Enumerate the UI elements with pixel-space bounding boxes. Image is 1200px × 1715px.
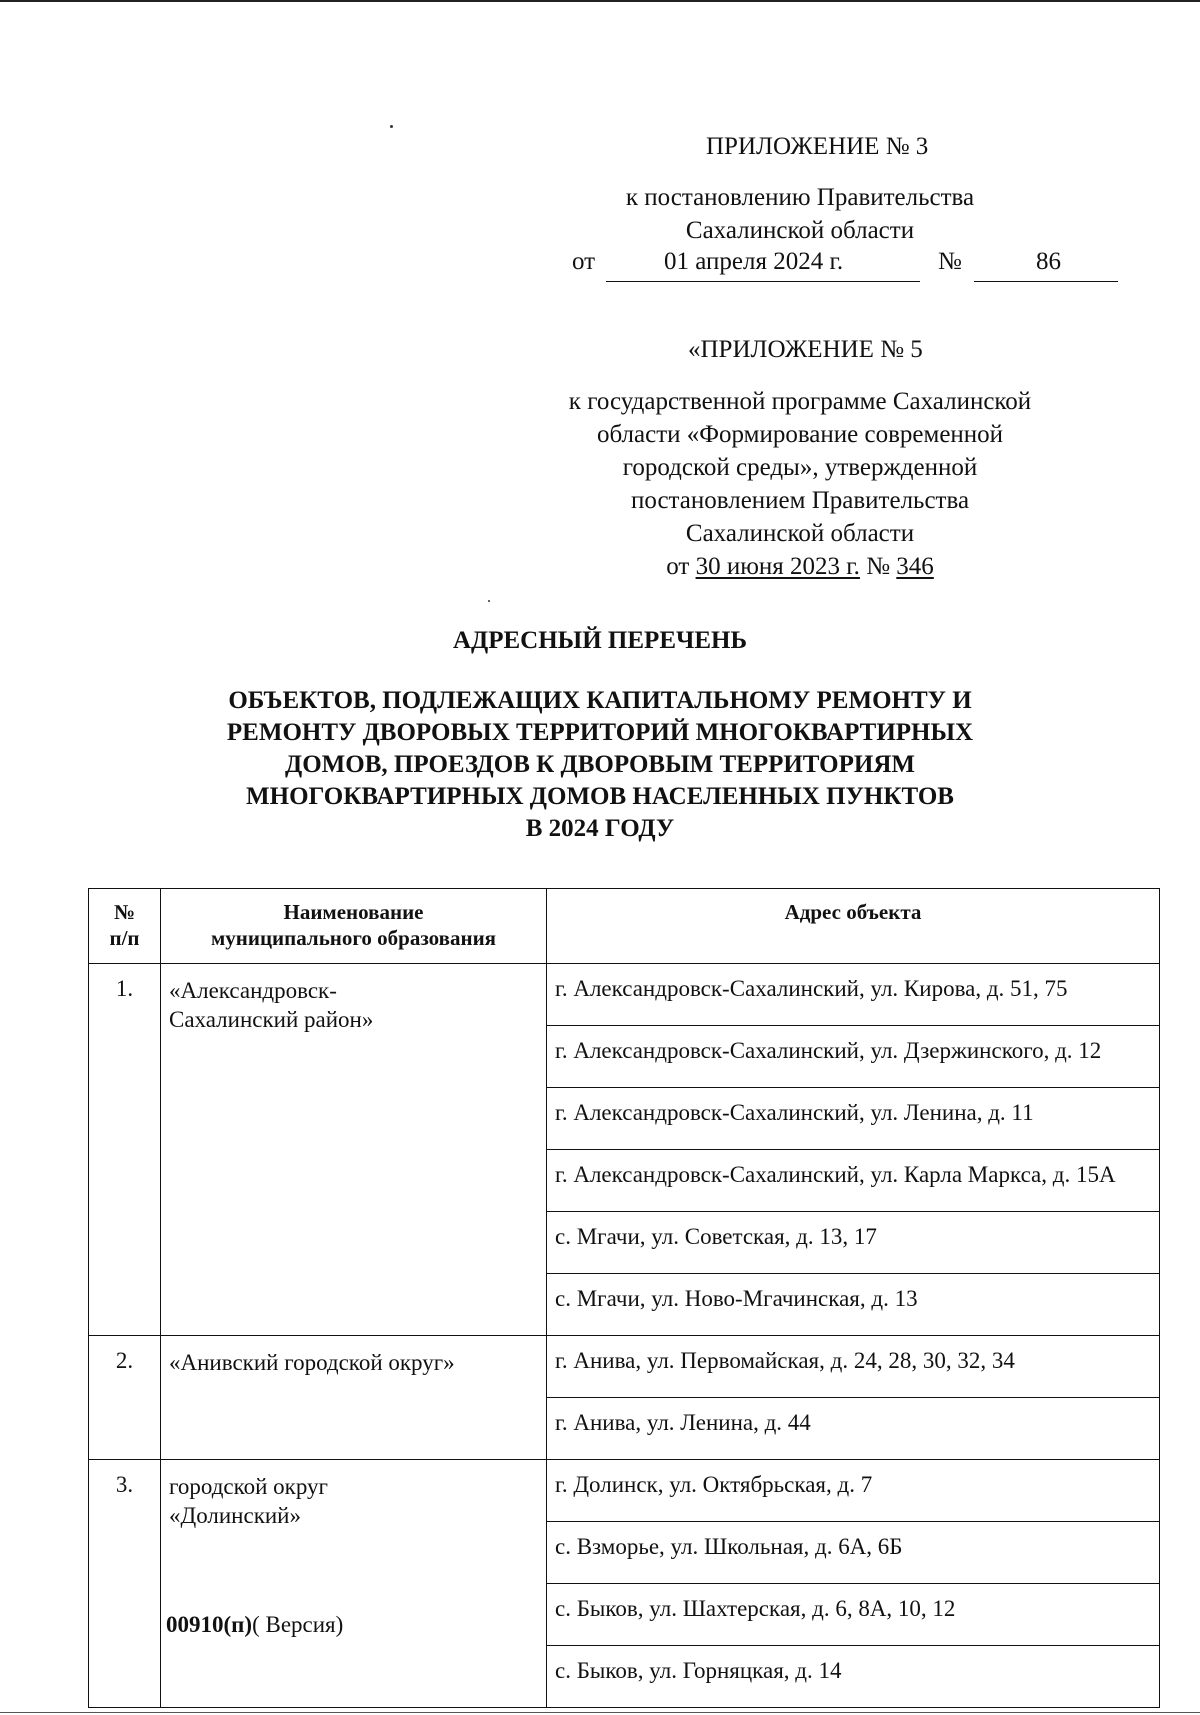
table-row <box>89 1460 1160 1522</box>
row-number: 3. <box>89 1460 161 1708</box>
address-cell: с. Взморье, ул. Школьная, д. 6А, 6Б <box>547 1522 1160 1584</box>
header-municipality-line: муниципального образования <box>210 926 497 950</box>
address-cell: г. Александровск-Сахалинский, ул. Кирова, д. 51, 75 <box>547 964 1160 1026</box>
scan-speck <box>488 600 490 602</box>
number-label: № <box>938 248 962 275</box>
program-line: постановлением Правительства <box>630 487 970 514</box>
title-line: ОБЪЕКТОВ, ПОДЛЕЖАЩИХ КАПИТАЛЬНОМУ РЕМОНТУ И <box>228 687 972 714</box>
header-num-line: п/п <box>109 926 140 950</box>
address-cell: с. Быков, ул. Шахтерская, д. 6, 8А, 10, 12 <box>547 1584 1160 1646</box>
scan-bottom-edge <box>0 1712 1200 1713</box>
header-municipality <box>161 889 547 964</box>
header-address <box>547 889 1160 964</box>
municipality-cell <box>161 1336 547 1460</box>
address-cell: г. Александровск-Сахалинский, ул. Ленина, д. 11 <box>547 1088 1160 1150</box>
date-underline <box>606 281 920 282</box>
program-number-label: № <box>866 553 891 580</box>
document-code: 00910(п) <box>166 1612 253 1637</box>
table-row <box>89 964 1160 1026</box>
program-date: 30 июня 2023 г. <box>695 553 860 580</box>
title-line: МНОГОКВАРТИРНЫХ ДОМОВ НАСЕЛЕННЫХ ПУНКТОВ <box>246 783 954 810</box>
program-date-line <box>520 550 1080 583</box>
row-number: 1. <box>89 964 161 1336</box>
address-table <box>88 888 1160 1708</box>
address-cell: с. Мгачи, ул. Советская, д. 13, 17 <box>547 1212 1160 1274</box>
scan-speck <box>390 125 393 128</box>
appendix-5-heading: «ПРИЛОЖЕНИЕ № 5 <box>688 336 923 363</box>
table-header-row <box>89 889 1160 964</box>
header-num-line: № <box>113 900 136 924</box>
program-line: городской среды», утвержденной <box>622 454 978 481</box>
number-underline <box>974 281 1118 282</box>
address-cell: с. Быков, ул. Горняцкая, д. 14 <box>547 1646 1160 1708</box>
row-number: 2. <box>89 1336 161 1460</box>
from-label: от <box>572 248 596 275</box>
table-row <box>89 1336 1160 1398</box>
document-version: ( Версия) <box>252 1612 344 1637</box>
address-cell: г. Александровск-Сахалинский, ул. Карла Маркса, д. 15А <box>547 1150 1160 1212</box>
address-cell: г. Анива, ул. Ленина, д. 44 <box>547 1398 1160 1460</box>
address-cell: г. Александровск-Сахалинский, ул. Дзержинского, д. 12 <box>547 1026 1160 1088</box>
program-line: Сахалинской области <box>685 520 915 547</box>
document-footer <box>166 1612 343 1638</box>
title-line: РЕМОНТУ ДВОРОВЫХ ТЕРРИТОРИЙ МНОГОКВАРТИРНЫХ <box>226 719 974 746</box>
address-cell: г. Долинск, ул. Октябрьская, д. 7 <box>547 1460 1160 1522</box>
program-reference <box>520 385 1080 583</box>
header-address-label: Адрес объекта <box>784 900 922 924</box>
municipality-line: Сахалинский район» <box>169 1007 374 1032</box>
decree-reference <box>520 181 1080 247</box>
decree-date: 01 апреля 2024 г. <box>664 248 844 275</box>
municipality-line: «Долинский» <box>169 1503 301 1528</box>
title-line: АДРЕСНЫЙ ПЕРЕЧЕНЬ <box>452 627 747 654</box>
municipality-line: городской округ <box>169 1474 328 1499</box>
address-cell: с. Мгачи, ул. Ново-Мгачинская, д. 13 <box>547 1274 1160 1336</box>
municipality-line: «Александровск- <box>169 978 337 1003</box>
scan-top-edge <box>0 0 1200 2</box>
address-cell: г. Анива, ул. Первомайская, д. 24, 28, 30, 32, 34 <box>547 1336 1160 1398</box>
header-num <box>89 889 161 964</box>
program-number: 346 <box>896 553 934 580</box>
appendix-3-heading: ПРИЛОЖЕНИЕ № 3 <box>706 133 929 160</box>
municipality-cell <box>161 1460 547 1708</box>
title-line: В 2024 ГОДУ <box>525 815 675 842</box>
program-line: области «Формирование современной <box>596 421 1004 448</box>
document-subtitle <box>140 685 1060 845</box>
municipality-line: «Анивский городской округ» <box>169 1350 455 1375</box>
header-municipality-line: Наименование <box>283 900 424 924</box>
program-from-label: от <box>666 553 690 580</box>
document-title <box>140 625 1060 657</box>
decree-line: Сахалинской области <box>685 217 915 244</box>
municipality-cell <box>161 964 547 1336</box>
decree-line: к постановлению Правительства <box>625 184 975 211</box>
decree-number: 86 <box>1036 248 1061 275</box>
title-line: ДОМОВ, ПРОЕЗДОВ К ДВОРОВЫМ ТЕРРИТОРИЯМ <box>285 751 915 778</box>
program-line: к государственной программе Сахалинской <box>568 388 1032 415</box>
